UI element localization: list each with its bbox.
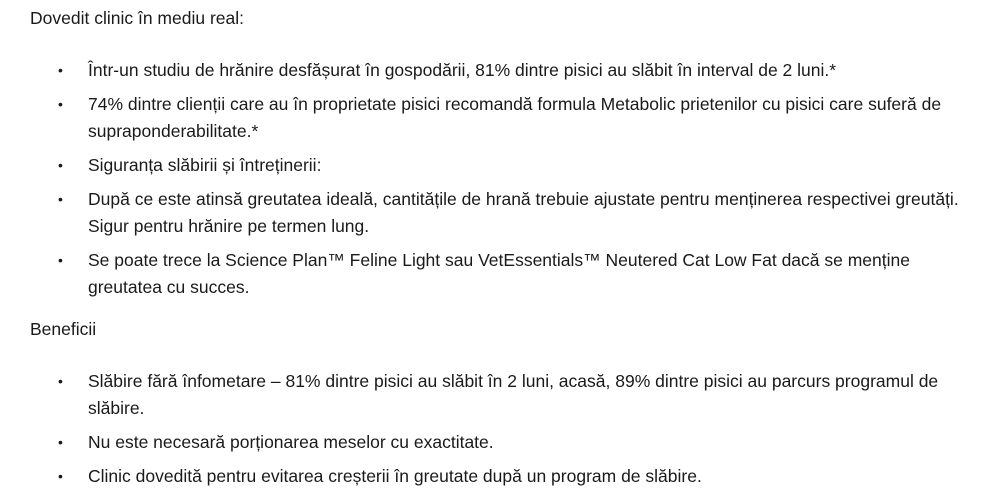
list-item-text: Într-un studiu de hrănire desfășurat în gospodării, 81% dintre pisici au slăbit în interval de 2 luni.*	[88, 60, 837, 80]
list-item-text: După ce este atinsă greutatea ideală, cantitățile de hrană trebuie ajustate pentru menținerea respectivei greutăți. Sigur pentru hrănire pe termen lung.	[88, 189, 959, 236]
list-item	[30, 186, 968, 240]
bullet-icon: •	[58, 157, 63, 173]
list-item-text: Clinic dovedită pentru evitarea creșterii în greutate după un program de slăbire.	[88, 466, 702, 486]
section-heading-benefits: Beneficii	[30, 319, 97, 339]
list-item-text: Nu este necesară porționarea meselor cu exactitate.	[88, 432, 494, 452]
bullet-icon: •	[58, 434, 63, 450]
document-body	[30, 0, 980, 490]
bullet-icon: •	[58, 96, 63, 112]
bullet-icon: •	[58, 62, 63, 78]
list-item-text: Se poate trece la Science Plan™ Feline Light sau VetEssentials™ Neutered Cat Low Fat dacă se menține greutatea cu succes.	[88, 250, 910, 297]
clinical-proof-list	[30, 57, 980, 301]
list-item	[30, 463, 968, 490]
list-item	[30, 368, 968, 422]
list-item-text: Siguranța slăbirii și întreținerii:	[88, 155, 322, 175]
list-item-text: 74% dintre clienții care au în proprietate pisici recomandă formula Metabolic prietenilor cu pisici care suferă de supraponderabilitate.*	[88, 94, 942, 141]
list-item	[30, 152, 968, 179]
list-item-text: Slăbire fără înfometare – 81% dintre pisici au slăbit în 2 luni, acasă, 89% dintre pisici au parcurs programul de slăbire.	[88, 371, 939, 418]
benefits-list	[30, 368, 980, 490]
section-heading-clinical-proof: Dovedit clinic în mediu real:	[30, 8, 244, 28]
bullet-icon: •	[58, 468, 63, 484]
list-item	[30, 57, 968, 84]
list-item	[30, 91, 968, 145]
bullet-icon: •	[58, 252, 63, 268]
list-item	[30, 247, 968, 301]
bullet-icon: •	[58, 191, 63, 207]
bullet-icon: •	[58, 373, 63, 389]
list-item	[30, 429, 968, 456]
